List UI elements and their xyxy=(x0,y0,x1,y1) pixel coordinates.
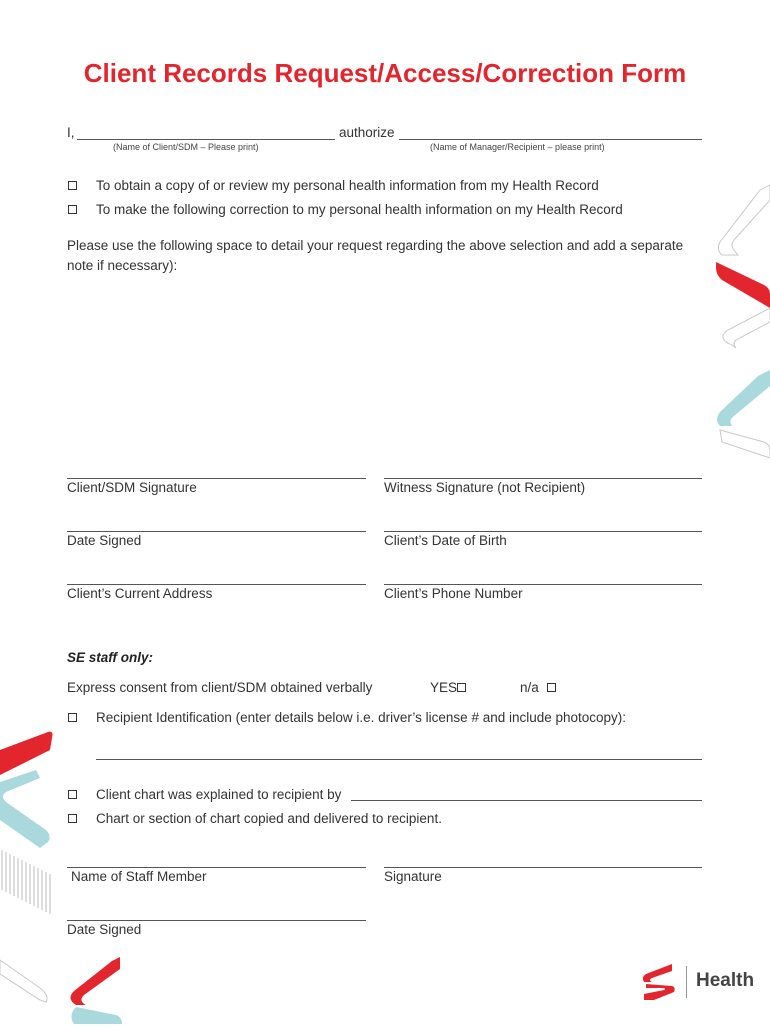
staff-section-heading: SE staff only: xyxy=(67,650,154,665)
authorization-middle: authorize xyxy=(339,125,395,140)
chart-explained-label: Client chart was explained to recipient by xyxy=(96,787,342,802)
recipient-id-checkbox[interactable] xyxy=(68,713,77,722)
recipient-id-field[interactable] xyxy=(96,759,702,760)
chart-copied-label: Chart or section of chart copied and delivered to recipient. xyxy=(96,811,442,826)
manager-name-hint: (Name of Manager/Recipient – please print) xyxy=(430,142,605,152)
date-signed-label: Date Signed xyxy=(67,533,142,548)
witness-signature-line[interactable] xyxy=(384,478,702,479)
chart-explained-field[interactable] xyxy=(351,800,702,801)
staff-signature-line[interactable] xyxy=(384,867,702,868)
witness-signature-label: Witness Signature (not Recipient) xyxy=(384,480,586,495)
na-checkbox[interactable] xyxy=(547,683,556,692)
request-details-area[interactable] xyxy=(67,285,702,465)
obtain-copy-label: To obtain a copy of or review my personal health information from my Health Record xyxy=(96,178,599,193)
make-correction-checkbox[interactable] xyxy=(68,205,77,214)
staff-name-line[interactable] xyxy=(67,867,366,868)
client-address-label: Client’s Current Address xyxy=(67,586,213,601)
yes-checkbox[interactable] xyxy=(457,683,466,692)
client-dob-line[interactable] xyxy=(384,531,702,532)
se-health-logo xyxy=(642,962,755,1002)
client-signature-line[interactable] xyxy=(67,478,366,479)
na-label: n/a xyxy=(520,680,539,695)
chart-explained-checkbox[interactable] xyxy=(68,790,77,799)
staff-date-label: Date Signed xyxy=(67,922,142,937)
client-address-line[interactable] xyxy=(67,584,366,585)
obtain-copy-checkbox[interactable] xyxy=(68,181,77,190)
staff-date-line[interactable] xyxy=(67,920,366,921)
client-phone-line[interactable] xyxy=(384,584,702,585)
client-name-hint: (Name of Client/SDM – Please print) xyxy=(113,142,259,152)
authorization-prefix: I, xyxy=(67,125,75,140)
bottom-swoosh-decoration xyxy=(66,955,122,1024)
manager-name-field[interactable] xyxy=(399,139,702,140)
staff-name-label: Name of Staff Member xyxy=(71,869,207,884)
date-signed-line[interactable] xyxy=(67,531,366,532)
right-chevron-decoration xyxy=(712,180,770,460)
staff-signature-label: Signature xyxy=(384,869,442,884)
se-logo-icon xyxy=(642,962,678,1002)
consent-label: Express consent from client/SDM obtained verbally xyxy=(67,680,373,695)
client-dob-label: Client’s Date of Birth xyxy=(384,533,507,548)
logo-divider xyxy=(686,966,687,998)
logo-text: Health xyxy=(696,970,755,991)
yes-label: YES xyxy=(430,680,458,695)
recipient-id-label: Recipient Identification (enter details below i.e. driver’s license # and include photocopy): xyxy=(96,710,627,725)
make-correction-label: To make the following correction to my personal health information on my Health Record xyxy=(96,202,623,217)
chart-copied-checkbox[interactable] xyxy=(68,814,77,823)
client-name-field[interactable] xyxy=(77,139,335,140)
left-chevron-decoration xyxy=(0,730,56,1030)
form-title: Client Records Request/Access/Correction Form xyxy=(83,58,687,88)
instructions-text: Please use the following space to detail your request regarding the above selection and add a separate note if necessary): xyxy=(67,238,684,273)
client-signature-label: Client/SDM Signature xyxy=(67,480,197,495)
client-phone-label: Client’s Phone Number xyxy=(384,586,523,601)
